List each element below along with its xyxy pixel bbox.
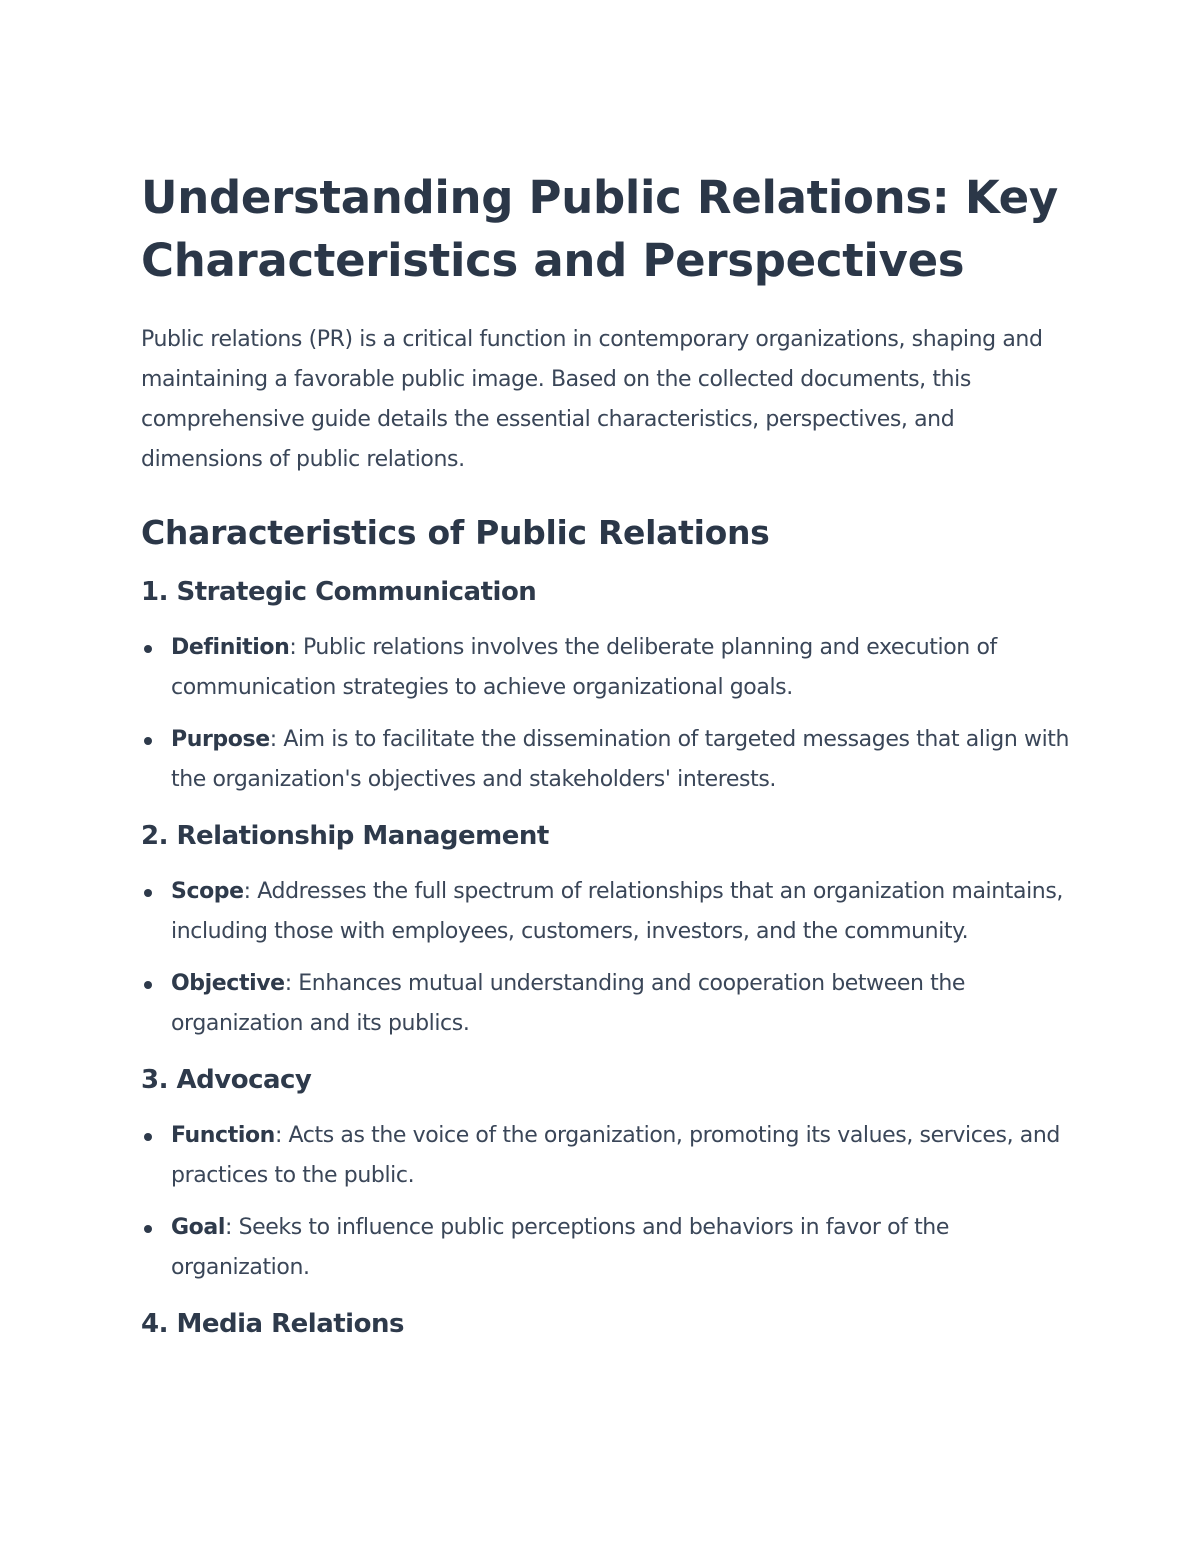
list-item-term: Definition [171,635,290,660]
subsection-heading: 1. Strategic Communication [141,577,537,607]
document-title: Understanding Public Relations: Key Characteristics and Perspectives [141,171,1058,287]
bullet-icon [144,981,152,989]
list-item [141,1208,1071,1288]
bullet-icon [144,889,152,897]
subsection-heading: 2. Relationship Management [141,821,549,851]
subsection-strategic-communication [141,572,1071,800]
list-item [141,720,1071,800]
list-item [141,628,1071,708]
bullet-icon [144,737,152,745]
bullet-icon [144,1133,152,1141]
list-item-text: : Acts as the voice of the organization, promoting its values, services, and practices to the public. [171,1123,1060,1188]
list-item-text: : Seeks to influence public perceptions and behaviors in favor of the organization. [171,1215,949,1280]
list-item-term: Scope [171,879,244,904]
list-item-text: : Addresses the full spectrum of relationships that an organization maintains, including those with employees, customers, investors, and the community. [171,879,1064,944]
list-item-text: : Aim is to facilitate the dissemination of targeted messages that align with the organization's objectives and stakeholders' interests. [171,727,1070,792]
section-heading: Characteristics of Public Relations [141,513,770,552]
list-item-term: Goal [171,1215,225,1240]
subsection-relationship-management [141,816,1071,1044]
list-item [141,1116,1071,1196]
bullet-icon [144,645,152,653]
list-item [141,872,1071,952]
document-page [141,166,1071,1344]
list-item-text: : Public relations involves the deliberate planning and execution of communication strategies to achieve organizational goals. [171,635,997,700]
list-item-term: Function [171,1123,275,1148]
bullet-list [141,628,1071,800]
subsection-heading: 4. Media Relations [141,1309,404,1339]
list-item-term: Purpose [171,727,270,752]
list-item-text: : Enhances mutual understanding and cooperation between the organization and its publics. [171,971,966,1036]
intro-paragraph: Public relations (PR) is a critical function in contemporary organizations, shaping and maintaining a favorable public image. Based on the collected documents, this comprehensive guide details the essential characteristics, perspectives, and dimensions of public relations. [141,327,1043,472]
subsection-advocacy [141,1060,1071,1288]
list-item [141,964,1071,1044]
subsection-media-relations [141,1304,1071,1344]
bullet-list [141,1116,1071,1288]
subsection-heading: 3. Advocacy [141,1065,312,1095]
list-item-term: Objective [171,971,285,996]
bullet-list [141,872,1071,1044]
bullet-icon [144,1225,152,1233]
